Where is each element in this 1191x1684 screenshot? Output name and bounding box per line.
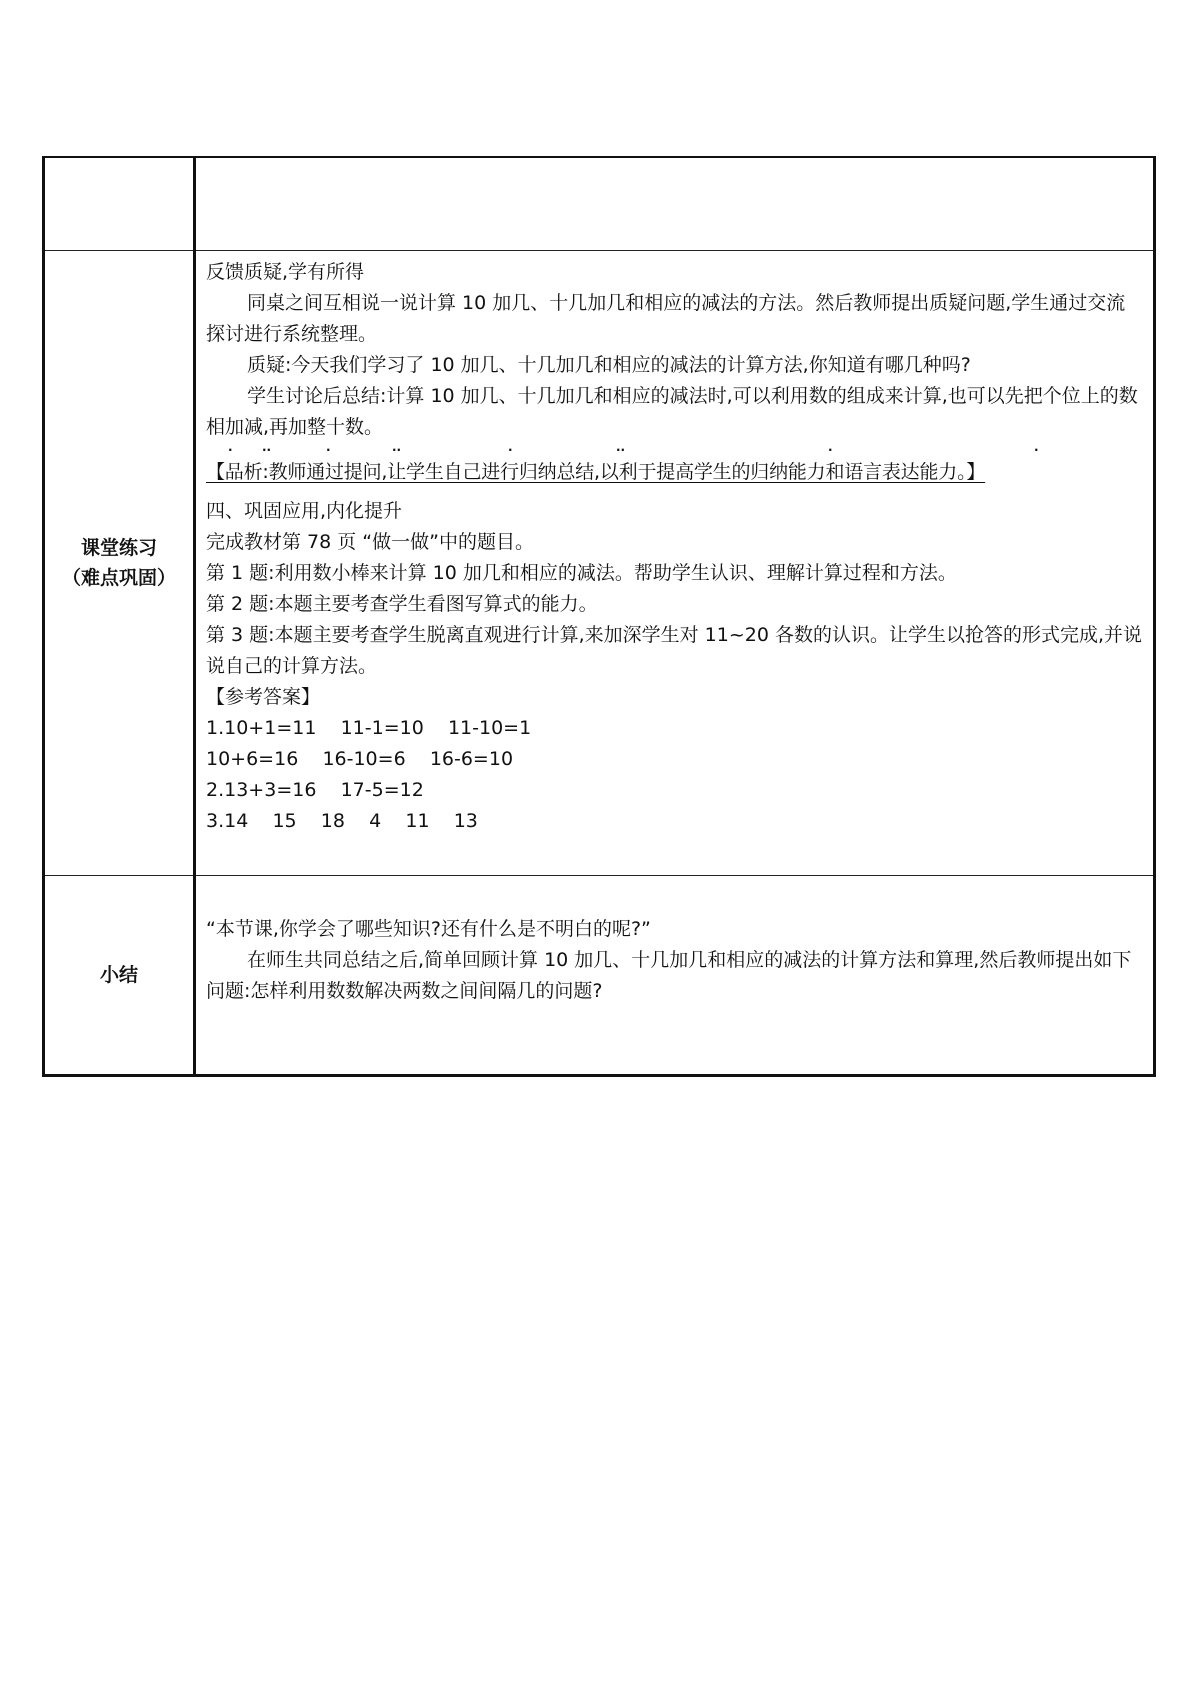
practice-label-subtitle: （难点巩固） (61, 567, 176, 589)
practice-content-cell (195, 251, 1155, 876)
practice-label-title: 课堂练习 (80, 537, 157, 559)
summary-paragraph: 在师生共同总结之后,简单回顾计算 10 加几、十几加几和相应的减法的计算方法和算理,然后教师提出如下问题:怎样利用数数解决两数之间间隔几的问题? (206, 949, 1132, 1002)
practice-label-cell (44, 251, 195, 876)
summary-quote: “本节课,你学会了哪些知识?还有什么是不明白的呢?” (206, 918, 651, 940)
answer-line: 1.10+1=11 11-1=10 11-10=1 (206, 717, 532, 739)
emphasis-dot: ·· (262, 443, 272, 457)
summary-content-cell (195, 876, 1155, 1076)
emphasis-dot: · (828, 443, 833, 457)
summary-label: 小结 (99, 964, 138, 986)
answer-line: 2.13+3=16 17-5=12 (206, 779, 424, 801)
emphasis-dot: · (1034, 443, 1039, 457)
answers-title: 【参考答案】 (206, 686, 321, 708)
emphasis-dot: · (508, 443, 513, 457)
question-3: 第 3 题:本题主要考查学生脱离直观进行计算,来加深学生对 11~20 各数的认识。让学生以抢答的形式完成,并说说自己的计算方法。 (206, 624, 1143, 677)
emphasis-dot: ·· (392, 443, 402, 457)
emphasis-dot: · (228, 443, 233, 457)
answer-line: 10+6=16 16-10=6 16-6=10 (206, 748, 514, 770)
answer-line: 3.14 15 18 4 11 13 (206, 810, 478, 832)
feedback-paragraph-2: 质疑:今天我们学习了 10 加几、十几加几和相应的减法的计算方法,你知道有哪几种吗? (247, 354, 971, 376)
emphasis-dot: · (326, 443, 331, 457)
feedback-title: 反馈质疑,学有所得 (206, 261, 365, 283)
question-1: 第 1 题:利用数小棒来计算 10 加几和相应的减法。帮助学生认识、理解计算过程和方法。 (206, 562, 957, 584)
question-2: 第 2 题:本题主要考查学生看图写算式的能力。 (206, 593, 598, 615)
table-row-top (44, 157, 1155, 251)
section-title: 四、巩固应用,内化提升 (206, 500, 403, 522)
empty-label-cell (44, 157, 195, 251)
analysis-note: 【品析:教师通过提问,让学生自己进行归纳总结,以利于提高学生的归纳能力和语言表达能力。】 (206, 461, 986, 483)
empty-content-cell (195, 157, 1155, 251)
summary-content (196, 876, 1153, 1007)
feedback-paragraph-3: 学生讨论后总结:计算 10 加几、十几加几和相应的减法时,可以利用数的组成来计算,也可以先把个位上的数相加减,再加整十数。 (206, 385, 1138, 438)
emphasis-dot: ·· (616, 443, 626, 457)
table-row-practice (44, 251, 1155, 876)
summary-label-cell (44, 876, 195, 1076)
practice-content (196, 251, 1153, 837)
table-row-summary (44, 876, 1155, 1076)
feedback-paragraph-1: 同桌之间互相说一说计算 10 加几、十几加几和相应的减法的方法。然后教师提出质疑问题,学生通过交流探讨进行系统整理。 (206, 292, 1126, 345)
emphasis-dots-row (206, 443, 1143, 457)
lesson-plan-table (42, 156, 1156, 1077)
task-intro: 完成教材第 78 页 “做一做”中的题目。 (206, 531, 534, 553)
